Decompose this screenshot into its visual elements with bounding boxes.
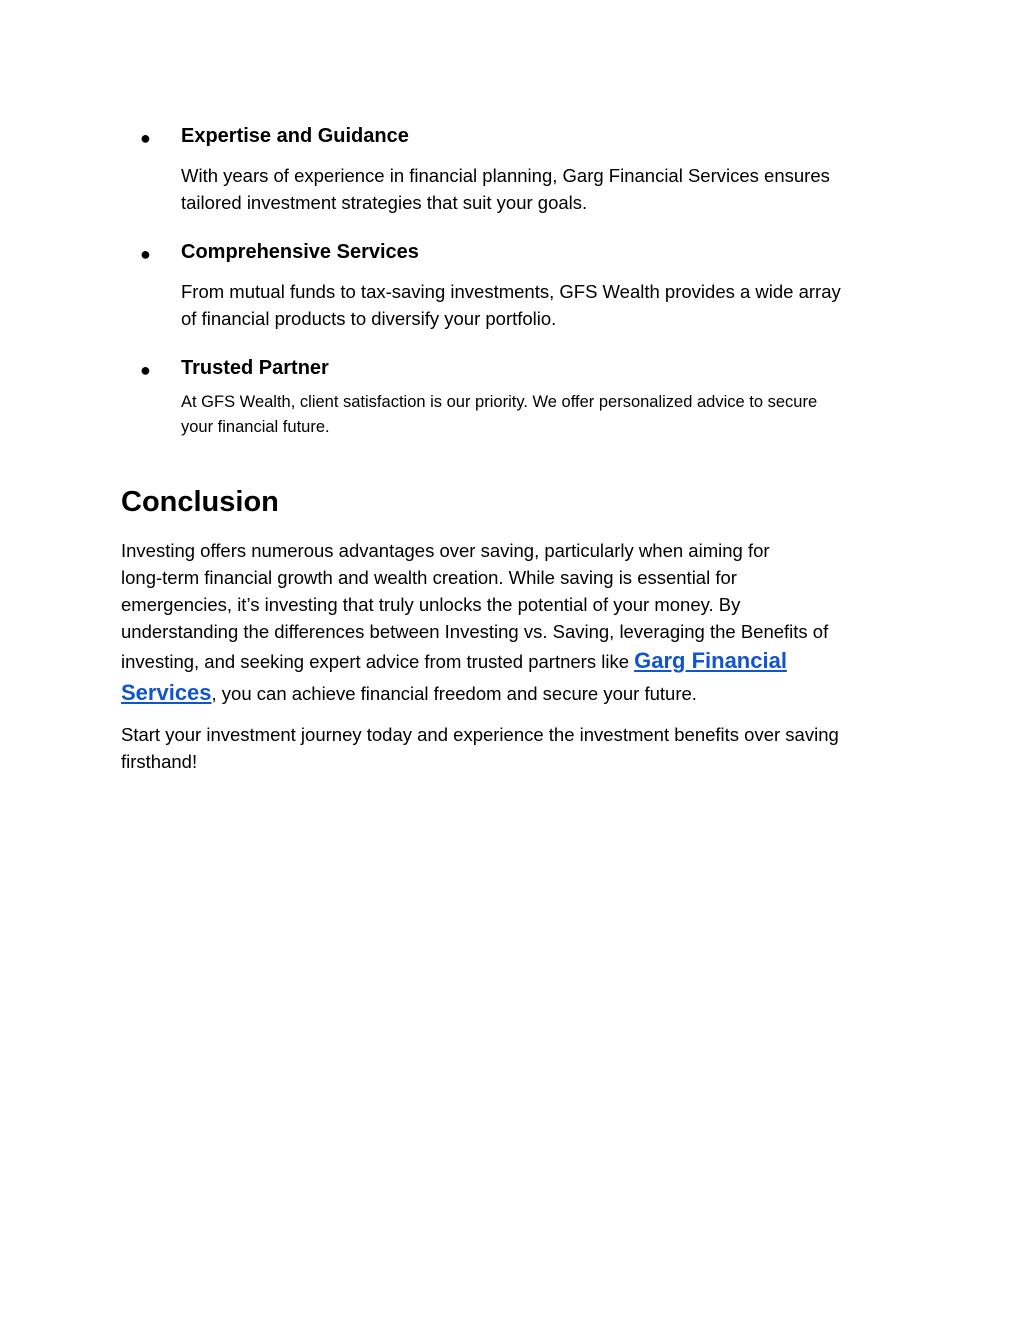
paragraph-line (121, 677, 911, 709)
bullet-title-expertise: Expertise and Guidance (181, 125, 409, 147)
paragraph-line: Investing offers numerous advantages over saving, particularly when aiming for (121, 540, 770, 561)
garg-financial-services-link[interactable]: Garg Financial (634, 648, 787, 673)
bullet-description-comprehensive (181, 278, 911, 332)
bullet-marker: ● (140, 360, 151, 380)
bullet-description-line: tailored investment strategies that suit your goals. (181, 192, 588, 213)
conclusion-heading: Conclusion (121, 486, 279, 518)
paragraph-line: long-term financial growth and wealth creation. While saving is essential for (121, 567, 737, 588)
garg-financial-services-link-continued[interactable]: Services (121, 680, 212, 705)
paragraph-line: Start your investment journey today and experience the investment benefits over saving (121, 724, 839, 745)
closing-paragraph (121, 721, 911, 775)
bullet-description-trusted-partner (181, 390, 911, 440)
bullet-description-line: At GFS Wealth, client satisfaction is our priority. We offer personalized advice to secure (181, 393, 818, 411)
bullet-description-line: From mutual funds to tax-saving investments, GFS Wealth provides a wide array (181, 281, 841, 302)
bullet-marker: ● (140, 128, 151, 148)
bullet-description-line: of financial products to diversify your portfolio. (181, 308, 557, 329)
paragraph-line: understanding the differences between Investing vs. Saving, leveraging the Benefits of (121, 621, 829, 642)
paragraph-text: , you can achieve financial freedom and secure your future. (211, 683, 697, 704)
bullet-marker: ● (140, 244, 151, 264)
bullet-description-line: your financial future. (181, 418, 330, 436)
bullet-description-line: With years of experience in financial planning, Garg Financial Services ensures (181, 165, 830, 186)
paragraph-line: emergencies, it’s investing that truly unlocks the potential of your money. By (121, 594, 741, 615)
paragraph-line: firsthand! (121, 751, 198, 772)
bullet-description-expertise (181, 162, 911, 216)
paragraph-line (121, 645, 911, 677)
bullet-title-comprehensive: Comprehensive Services (181, 241, 419, 263)
conclusion-paragraph (121, 537, 911, 709)
paragraph-text: investing, and seeking expert advice from trusted partners like (121, 651, 635, 672)
bullet-title-trusted-partner: Trusted Partner (181, 357, 329, 379)
